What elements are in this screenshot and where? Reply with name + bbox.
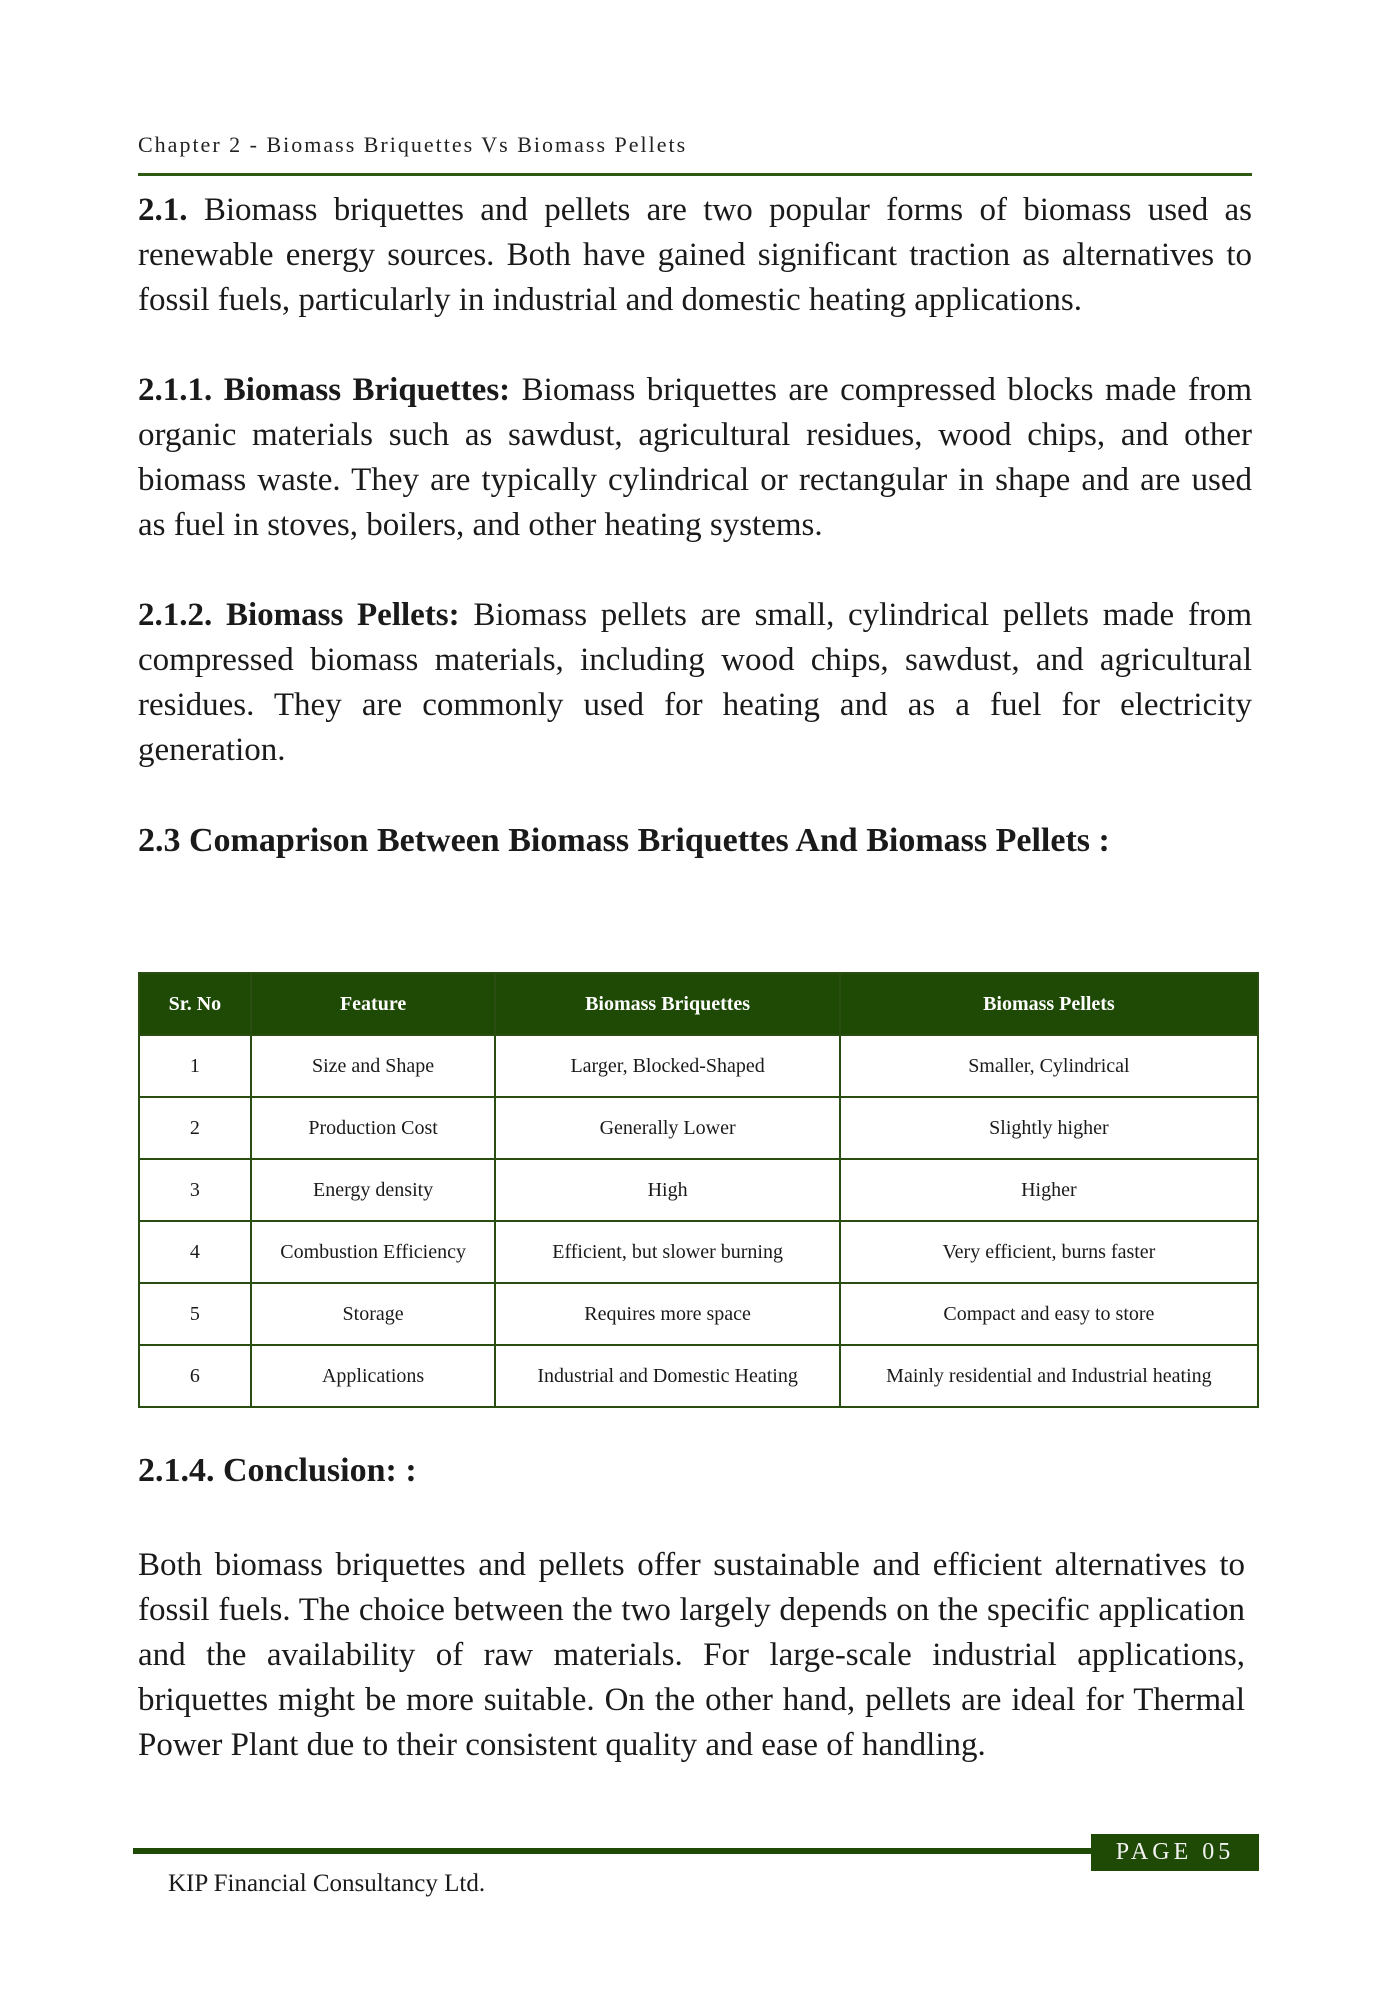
table-row	[139, 1345, 1258, 1407]
section-text: Biomass pellets are small, cylindrical pellets made from compressed biomass materials, including wood chips, sawdust, and agricultural residues. They are commonly used for heating and as a fuel for electricity generation.	[138, 597, 1253, 768]
table-cell: Applications	[251, 1345, 496, 1407]
table-cell: Requires more space	[495, 1283, 839, 1345]
comparison-table	[138, 972, 1259, 1408]
table-cell: 2	[139, 1097, 251, 1159]
section-number: 2.1.	[138, 192, 188, 228]
table-cell: High	[495, 1159, 839, 1221]
table-cell: Compact and easy to store	[840, 1283, 1258, 1345]
body-content	[138, 188, 1252, 863]
section-number: 2.1.1.	[138, 372, 213, 408]
section-text: Biomass briquettes are compressed blocks made from organic materials such as sawdust, agricultural residues, wood chips, and other biomass waste. They are typically cylindrical or rectangular in shape and are used as fuel in stoves, boilers, and other heating systems.	[138, 372, 1253, 543]
section-title: Biomass Briquettes:	[223, 372, 511, 408]
section-title: Biomass Pellets:	[225, 597, 460, 633]
table-cell: Energy density	[251, 1159, 496, 1221]
table-cell: Generally Lower	[495, 1097, 839, 1159]
table-cell: 3	[139, 1159, 251, 1221]
section-number: 2.1.2.	[138, 597, 213, 633]
column-header: Biomass Briquettes	[495, 973, 839, 1035]
table-cell: Mainly residential and Industrial heating	[840, 1345, 1258, 1407]
section-2-1-2	[138, 593, 1252, 773]
table-cell: Industrial and Domestic Heating	[495, 1345, 839, 1407]
table-cell: Efficient, but slower burning	[495, 1221, 839, 1283]
section-2-1	[138, 188, 1252, 323]
section-2-1-1	[138, 368, 1252, 548]
table-cell: Smaller, Cylindrical	[840, 1035, 1258, 1097]
table-cell: Higher	[840, 1159, 1258, 1221]
table-cell: Very efficient, burns faster	[840, 1221, 1258, 1283]
table-header-row	[139, 973, 1258, 1035]
table-cell: Slightly higher	[840, 1097, 1258, 1159]
header-divider	[138, 173, 1252, 176]
section-text: Biomass briquettes and pellets are two popular forms of biomass used as renewable energy sources. Both have gained significant traction as alternatives to fossil fuels, particularly in industrial and domestic heating applications.	[138, 192, 1253, 318]
column-header: Biomass Pellets	[840, 973, 1258, 1035]
table-row	[139, 1159, 1258, 1221]
table-row	[139, 1035, 1258, 1097]
table-cell: 1	[139, 1035, 251, 1097]
footer-divider	[133, 1848, 1093, 1854]
table-row	[139, 1097, 1258, 1159]
table-cell: Storage	[251, 1283, 496, 1345]
footer-company: KIP Financial Consultancy Ltd.	[168, 1870, 486, 1897]
table-cell: 5	[139, 1283, 251, 1345]
running-header: Chapter 2 - Biomass Briquettes Vs Biomass Pellets	[138, 132, 688, 157]
column-header: Sr. No	[139, 973, 251, 1035]
comparison-heading: 2.3 Comaprison Between Biomass Briquettes And Biomass Pellets :	[138, 822, 1110, 859]
page-number-badge: PAGE 05	[1091, 1834, 1259, 1871]
table-cell: Size and Shape	[251, 1035, 496, 1097]
table-cell: Larger, Blocked-Shaped	[495, 1035, 839, 1097]
table-row	[139, 1221, 1258, 1283]
table-row	[139, 1283, 1258, 1345]
conclusion-heading: 2.1.4. Conclusion: :	[138, 1452, 417, 1489]
column-header: Feature	[251, 973, 496, 1035]
table-cell: Combustion Efficiency	[251, 1221, 496, 1283]
table-cell: 4	[139, 1221, 251, 1283]
table-cell: Production Cost	[251, 1097, 496, 1159]
table-cell: 6	[139, 1345, 251, 1407]
conclusion-text: Both biomass briquettes and pellets offer sustainable and efficient alternatives to fossil fuels. The choice between the two largely depends on the specific application and the availability of raw materials. For large-scale industrial applications, briquettes might be more suitable. On the other hand, pellets are ideal for Thermal Power Plant due to their consistent quality and ease of handling.	[138, 1547, 1245, 1763]
